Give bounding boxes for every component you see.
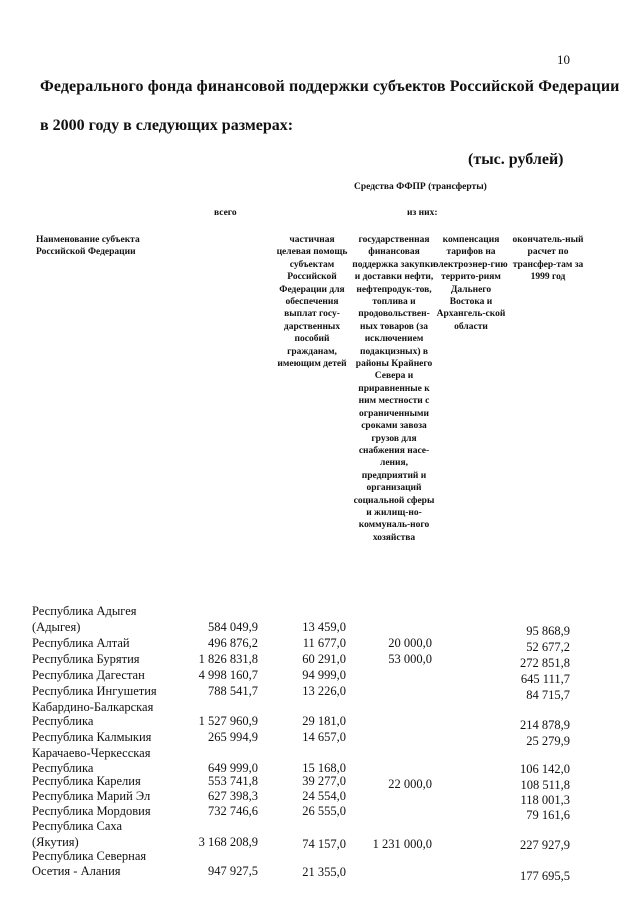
table-row xyxy=(0,849,640,883)
region-name-cont: (Якутия) xyxy=(32,835,79,849)
cell-total: 496 876,2 xyxy=(208,636,258,650)
cell-final: 84 715,7 xyxy=(526,688,570,702)
cell-state: 20 000,0 xyxy=(388,636,432,650)
region-name: Республика Ингушетия xyxy=(32,684,157,698)
table-row xyxy=(0,652,640,668)
region-name: Республика Дагестан xyxy=(32,668,145,682)
cell-final: 95 868,9 xyxy=(526,624,570,638)
cell-state: 1 231 000,0 xyxy=(372,837,432,851)
header-final-settlement: окончатель-ный расчет по трансфер-там за 1999 год xyxy=(512,235,584,283)
cell-partial: 13 459,0 xyxy=(302,620,346,634)
cell-total: 627 398,3 xyxy=(208,789,258,803)
region-name: Кабардино-Балкарская xyxy=(32,700,154,714)
cell-final: 645 111,7 xyxy=(520,672,570,686)
cell-partial: 39 277,0 xyxy=(302,774,346,788)
header-partial-aid: частичная целевая помощь субъектам Российской Федерации для обеспечения выплат госу-дарственных пособий гражданам, имеющим детей xyxy=(276,235,348,370)
cell-total: 3 168 208,9 xyxy=(198,835,258,849)
header-total: всего xyxy=(214,208,237,218)
cell-final: 106 142,0 xyxy=(520,762,570,776)
cell-partial: 15 168,0 xyxy=(302,761,346,775)
cell-final: 52 677,2 xyxy=(526,640,570,654)
cell-final: 214 878,9 xyxy=(520,718,570,732)
cell-total: 265 994,9 xyxy=(208,730,258,744)
header-tariff-compensation: компенсация тарифов на электроэнер-гию террито-риям Дальнего Востока и Архангель-ской области xyxy=(434,235,508,332)
table-row xyxy=(0,730,640,746)
cell-partial: 94 999,0 xyxy=(302,668,346,682)
header-state-support: государственная финансовая поддержка закупки и доставки нефти, нефтепродук-тов, топлива и продовольствен-ных товаров (за исключением подакцизных) в районы Крайнего Севера и приравненные к ним местности с ограниченными сроками завоза грузов для снабжения насе-ления, предприятий и организаций социальной сферы и жилищ-но-коммуналь-ного хозяйства xyxy=(352,235,436,543)
intro-line-1: Федерального фонда финансовой поддержки субъектов Российской Федерации xyxy=(40,78,620,95)
region-name-cont: (Адыгея) xyxy=(32,620,81,634)
cell-partial: 60 291,0 xyxy=(302,652,346,666)
cell-partial: 21 355,0 xyxy=(302,865,346,879)
table-row xyxy=(0,668,640,684)
cell-partial: 24 554,0 xyxy=(302,789,346,803)
cell-total: 584 049,9 xyxy=(208,620,258,634)
table-row xyxy=(0,604,640,638)
cell-final: 177 695,5 xyxy=(520,869,570,883)
region-name: Республика Бурятия xyxy=(32,652,140,666)
header-group: Средства ФФПР (трансферты) xyxy=(354,182,487,192)
region-name: Республика Саха xyxy=(32,819,123,833)
cell-partial: 26 555,0 xyxy=(302,804,346,818)
region-name: Республика Марий Эл xyxy=(32,789,151,803)
table-row xyxy=(0,746,640,776)
cell-partial: 74 157,0 xyxy=(302,837,346,851)
cell-final: 227 927,9 xyxy=(520,838,570,852)
cell-total: 732 746,6 xyxy=(208,804,258,818)
region-name: Карачаево-Черкесская xyxy=(32,746,151,760)
cell-total: 1 826 831,8 xyxy=(198,652,258,666)
region-name-cont: Республика xyxy=(32,714,94,728)
table-row xyxy=(0,636,640,652)
header-name-column: Наименование субъекта Российской Федерации xyxy=(36,235,140,258)
cell-final: 272 851,8 xyxy=(520,656,570,670)
intro-line-2: в 2000 году в следующих размерах: xyxy=(40,117,294,134)
table-row xyxy=(0,700,640,732)
cell-final: 25 279,9 xyxy=(526,734,570,748)
header-of-which: из них: xyxy=(407,208,438,218)
cell-total: 649 999,0 xyxy=(208,761,258,775)
cell-total: 553 741,8 xyxy=(208,774,258,788)
cell-partial: 29 181,0 xyxy=(302,714,346,728)
cell-state: 22 000,0 xyxy=(388,777,432,791)
cell-partial: 13 226,0 xyxy=(302,684,346,698)
region-name-cont: Осетия - Алания xyxy=(32,864,121,878)
page-number: 10 xyxy=(557,52,570,67)
cell-final: 108 511,8 xyxy=(520,778,570,792)
table-row xyxy=(0,774,640,790)
region-name: Республика Мордовия xyxy=(32,804,151,818)
table-row xyxy=(0,789,640,805)
cell-total: 788 541,7 xyxy=(208,684,258,698)
cell-total: 947 927,5 xyxy=(208,864,258,878)
region-name: Республика Северная xyxy=(32,849,147,863)
cell-partial: 14 657,0 xyxy=(302,730,346,744)
region-name: Республика Адыгея xyxy=(32,604,137,618)
cell-total: 1 527 960,9 xyxy=(198,714,258,728)
cell-final: 118 001,3 xyxy=(520,793,570,807)
table-row xyxy=(0,684,640,700)
region-name-cont: Республика xyxy=(32,761,94,775)
region-name: Республика Карелия xyxy=(32,774,141,788)
region-name: Республика Калмыкия xyxy=(32,730,152,744)
cell-final: 79 161,6 xyxy=(526,808,570,822)
table-row xyxy=(0,804,640,820)
region-name: Республика Алтай xyxy=(32,636,130,650)
cell-partial: 11 677,0 xyxy=(302,636,346,650)
table-row xyxy=(0,819,640,852)
cell-state: 53 000,0 xyxy=(388,652,432,666)
cell-total: 4 998 160,7 xyxy=(198,668,258,682)
units-label: (тыс. рублей) xyxy=(468,151,564,168)
